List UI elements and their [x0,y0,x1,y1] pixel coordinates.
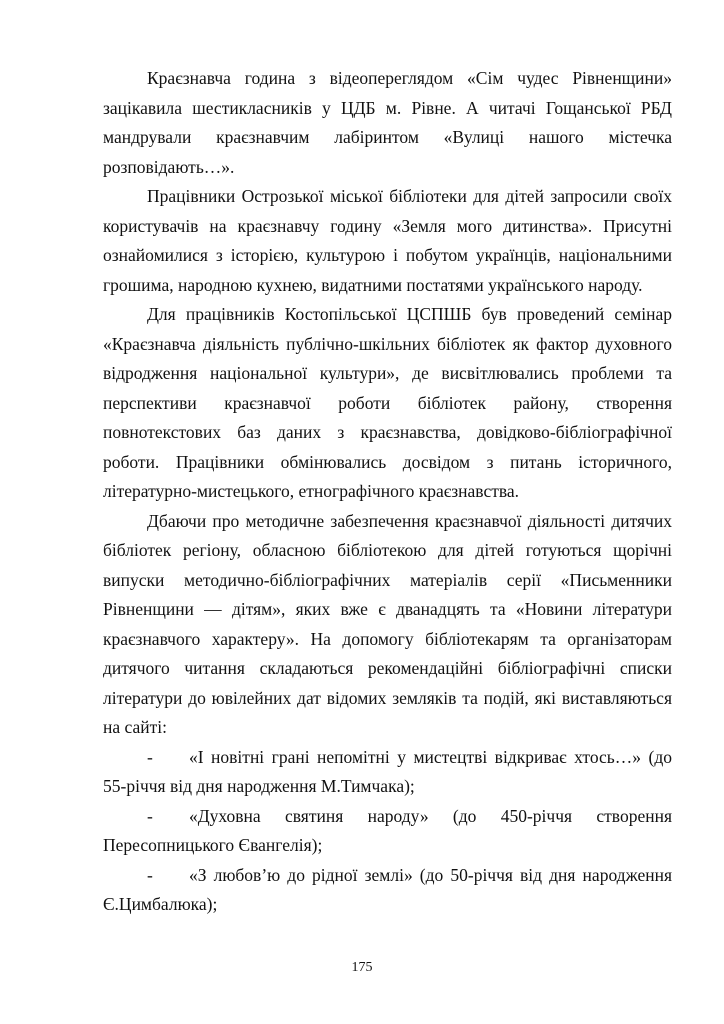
page-number: 175 [351,960,373,975]
list-dash-marker: - [147,805,153,826]
list-dash-marker: - [147,746,153,767]
list-item-text: «З любов’ю до рідної землі» (до 50-річчя від дня народження Є.Цимбалюка); [103,864,672,914]
paragraph: Для працівників Костопільської ЦСПШБ був проведений семінар «Краєзнавча діяльність публічно-шкільних бібліотек як фактор духовного відродження національної культури», де висвітлювались проблеми та перспективи краєзнавчої роботи бібліотек району, створення повнотекстових баз даних з краєзнавства, довідково-бібліографічної роботи. Працівники обмінювались досвідом з питань історичного, літературно-мистецького, етнографічного краєзнавства. [103,304,672,501]
list-item-text: «І новітні грані непомітні у мистецтві відкриває хтось…» (до 55-річчя від дня народження М.Тимчака); [103,746,672,796]
paragraph: Працівники Острозької міської бібліотеки для дітей запросили своїх користувачів на краєзнавчу годину «Земля мого дитинства». Присутні ознайомилися з історією, культурою і побутом українців, національними грошима, народною кухнею, видатними постатями українського народу. [103,186,672,295]
list-dash-marker: - [147,864,153,885]
paragraph: Краєзнавча година з відеопереглядом «Сім чудес Рівненщини» зацікавила шестикласників у ЦДБ м. Рівне. А читачі Гощанської РБД мандрували краєзнавчим лабіринтом «Вулиці нашого містечка розповідають…». [103,68,672,177]
list-item-text: «Духовна святиня народу» (до 450-річчя створення Пересопницького Євангелія); [103,805,672,855]
list-item [103,861,672,920]
list-item [103,802,672,861]
list-item [103,743,672,802]
document-body [103,64,672,920]
paragraph: Дбаючи про методичне забезпечення краєзнавчої діяльності дитячих бібліотек регіону, обласною бібліотекою для дітей готуються щорічні випуски методично-бібліографічних матеріалів серії «Письменники Рівненщини — дітям», яких вже є дванадцять та «Новини літератури краєзнавчого характеру». На допомогу бібліотекарям та організаторам дитячого читання складаються рекомендаційні бібліографічні списки літератури до ювілейних дат відомих земляків та подій, які виставляються на сайті: [103,510,672,737]
